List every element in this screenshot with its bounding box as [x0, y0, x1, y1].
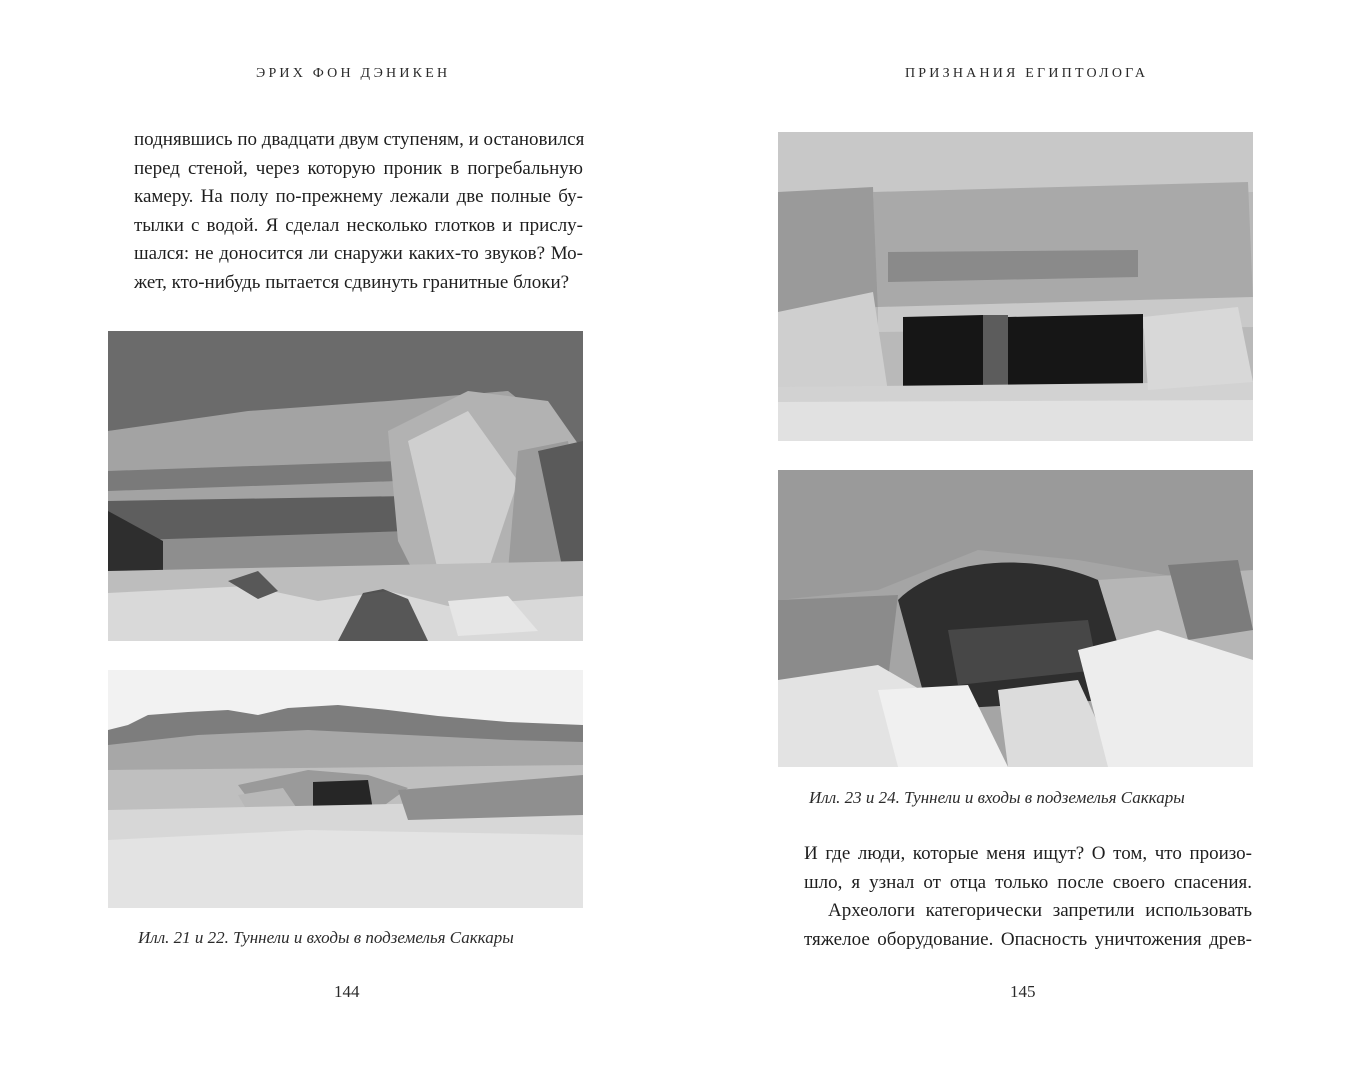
- right-page: [680, 0, 1361, 1080]
- left-page: [0, 0, 680, 1080]
- text-line: перед стеной, через которую проник в погребальную: [134, 157, 583, 179]
- photo-illustration-23: [778, 132, 1253, 441]
- text-line: шался: не доносится ли снаружи каких-то звуков? Мо-: [134, 243, 583, 265]
- text-line: шло, я узнал от отца только после своего спасения.: [804, 871, 1252, 893]
- left-body-text: [134, 126, 583, 298]
- text-line: Археологи категорически запретили использовать: [828, 900, 1252, 922]
- text-line: жет, кто-нибудь пытается сдвинуть гранитные блоки?: [134, 271, 570, 293]
- page-number-right: 145: [1010, 982, 1036, 1001]
- photo-illustration-21: [108, 331, 583, 641]
- text-line: И где люди, которые меня ищут? О том, что произо-: [804, 843, 1252, 864]
- caption-illustrations-23-24: Илл. 23 и 24. Туннели и входы в подземелья Саккары: [809, 788, 1185, 807]
- photo-illustration-22: [108, 670, 583, 908]
- text-line: камеру. На полу по-прежнему лежали две полные бу-: [134, 186, 583, 208]
- text-line: поднявшись по двадцати двум ступеням, и остановился: [134, 129, 585, 150]
- running-head-author: ЭРИХ ФОН ДЭНИКЕН: [256, 66, 451, 81]
- page-number-left: 144: [334, 982, 360, 1001]
- photo-illustration-24: [778, 470, 1253, 767]
- text-line: тылки с водой. Я сделал несколько глотков и прислу-: [134, 214, 583, 236]
- right-body-text: [804, 840, 1252, 954]
- caption-illustrations-21-22: Илл. 21 и 22. Туннели и входы в подземелья Саккары: [138, 928, 514, 947]
- running-head-title: ПРИЗНАНИЯ ЕГИПТОЛОГА: [905, 66, 1149, 81]
- text-line: тяжелое оборудование. Опасность уничтожения древ-: [804, 928, 1252, 950]
